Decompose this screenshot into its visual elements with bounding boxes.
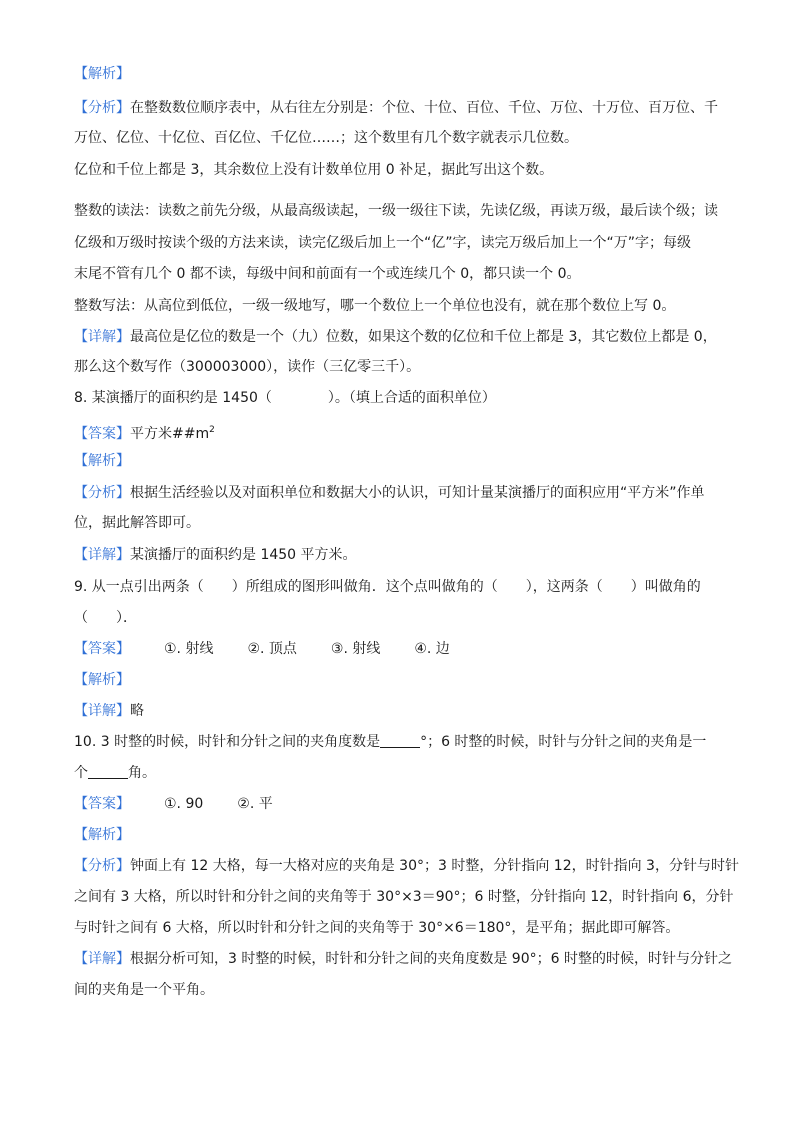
q8-question-text: 8. 某演播厅的面积约是 1450（ ）。（填上合适的面积单位）: [74, 390, 496, 406]
q8-answer: [74, 420, 215, 444]
q7-fenxi-line2: [74, 128, 578, 148]
fenxi-tag: 【分析】: [74, 485, 130, 501]
q10-question-line1: [74, 732, 706, 752]
q10-question-text2b: 角。: [128, 765, 156, 781]
q10-jiexi: [74, 825, 130, 845]
q8-fenxi-text1: 根据生活经验以及对面积单位和数据大小的认识，可知计量某演播厅的面积应用“平方米”作单: [130, 485, 705, 501]
jiexi-tag: 【解析】: [74, 672, 130, 688]
q10-fenxi-text2: 之间有 3 大格，所以时针和分针之间的夹角等于 30°×3＝90°；6 时整，分针指向 12，时针指向 6，分针: [74, 889, 734, 905]
q9-xiangjie: [74, 701, 144, 721]
q9-question-text2: （ ）．: [74, 610, 137, 626]
q8-question: [74, 388, 496, 408]
q8-fenxi-line1: [74, 483, 705, 503]
q9-answer-2: ②. 顶点: [247, 641, 297, 657]
q7-line4: [74, 201, 718, 221]
q10-answer-2: ②. 平: [237, 796, 273, 812]
q10-xiangjie-text2: 间的夹角是一个平角。: [74, 982, 214, 998]
daan-tag: 【答案】: [74, 641, 130, 657]
q10-question-text2a: 个: [74, 765, 88, 781]
q7-fenxi-line1: [74, 98, 718, 118]
q9-answer-1: ①. 射线: [164, 641, 214, 657]
q7-text5: 亿级和万级时按读个级的方法来读，读完亿级后加上一个“亿”字，读完万级后加上一个“万”字；每级: [74, 235, 692, 251]
daan-tag: 【答案】: [74, 796, 130, 812]
q9-question-line1: [74, 577, 701, 597]
q7-text3: 亿位和千位上都是 3，其余数位上没有计数单位用 0 补足，据此写出这个数。: [74, 162, 554, 178]
q10-fenxi-line2: [74, 887, 734, 907]
q9-jiexi: [74, 670, 130, 690]
q7-line6: [74, 264, 581, 284]
q8-fenxi-line2: [74, 513, 200, 533]
q10-question-line2: [74, 763, 156, 783]
q8-xiangjie: [74, 545, 357, 565]
q8-jiexi: [74, 451, 130, 471]
q9-question-line2: [74, 608, 137, 628]
q10-fenxi-line1: [74, 856, 739, 876]
q7-text6: 末尾不管有几个 0 都不读，每级中间和前面有一个或连续几个 0，都只读一个 0。: [74, 266, 581, 282]
xiangjie-tag: 【详解】: [74, 329, 130, 345]
q9-answer-4: ④. 边: [414, 641, 450, 657]
q10-question-text1a: 10. 3 时整的时候，时针和分针之间的夹角度数是: [74, 734, 381, 750]
q9-answer: [74, 639, 450, 659]
q7-xiangjie-text1: 最高位是亿位的数是一个（九）位数，如果这个数的亿位和千位上都是 3，其它数位上都是 0，: [130, 329, 717, 345]
q7-fenxi-text1: 在整数数位顺序表中，从右往左分别是：个位、十位、百位、千位、万位、十万位、百万位、千: [130, 100, 718, 116]
fenxi-tag: 【分析】: [74, 100, 130, 116]
q7-xiangjie-line2: [74, 357, 420, 377]
q10-xiangjie-line1: [74, 949, 732, 969]
answer-blank: [88, 764, 128, 779]
xiangjie-tag: 【详解】: [74, 703, 130, 719]
jiexi-tag: 【解析】: [74, 827, 130, 843]
jiexi-heading: [74, 64, 130, 84]
xiangjie-tag: 【详解】: [74, 547, 130, 563]
q9-question-text1: 9. 从一点引出两条（ ）所组成的图形叫做角．这个点叫做角的（ ），这两条（ ）叫做角的: [74, 579, 701, 595]
q7-xiangjie-line1: [74, 327, 717, 347]
answer-blank: [380, 733, 420, 748]
q7-text4: 整数的读法：读数之前先分级，从最高级读起，一级一级往下读，先读亿级，再读万级，最后读个级；读: [74, 203, 718, 219]
q8-answer-text: 平方米##m: [130, 426, 210, 442]
q9-answer-3: ③. 射线: [330, 641, 381, 657]
jiexi-tag: 【解析】: [74, 453, 130, 469]
q10-fenxi-text1: 钟面上有 12 大格，每一大格对应的夹角是 30°；3 时整，分针指向 12，时针指向 3，分针与时针: [130, 858, 739, 874]
q10-fenxi-text3: 与时针之间有 6 大格，所以时针和分针之间的夹角等于 30°×6＝180°，是平角；据此即可解答。: [74, 920, 680, 936]
q10-xiangjie-text1: 根据分析可知，3 时整的时候，时针和分针之间的夹角度数是 90°；6 时整的时候，时针与分针之: [130, 951, 732, 967]
q7-line7: [74, 296, 675, 316]
q9-xiangjie-text: 略: [130, 703, 144, 719]
jiexi-tag: 【解析】: [74, 66, 130, 82]
q7-xiangjie-text2: 那么这个数写作（300003000），读作（三亿零三千）。: [74, 359, 421, 375]
q8-xiangjie-text: 某演播厅的面积约是 1450 平方米。: [130, 547, 357, 563]
q10-answer-1: ①. 90: [164, 796, 204, 812]
q10-answer: [74, 794, 273, 814]
q7-line3: [74, 160, 553, 180]
q10-fenxi-line3: [74, 918, 679, 938]
q7-line5: [74, 233, 691, 253]
q10-xiangjie-line2: [74, 980, 214, 1000]
q7-fenxi-text2: 万位、亿位、十亿位、百亿位、千亿位……；这个数里有几个数字就表示几位数。: [74, 130, 578, 146]
daan-tag: 【答案】: [74, 426, 130, 442]
q8-fenxi-text2: 位，据此解答即可。: [74, 515, 200, 531]
q10-question-text1b: °；6 时整的时候，时针与分针之间的夹角是一: [420, 734, 707, 750]
q8-answer-superscript: 2: [209, 425, 215, 435]
q7-text7: 整数写法：从高位到低位，一级一级地写，哪一个数位上一个单位也没有，就在那个数位上写 0。: [74, 298, 676, 314]
xiangjie-tag: 【详解】: [74, 951, 130, 967]
fenxi-tag: 【分析】: [74, 858, 130, 874]
